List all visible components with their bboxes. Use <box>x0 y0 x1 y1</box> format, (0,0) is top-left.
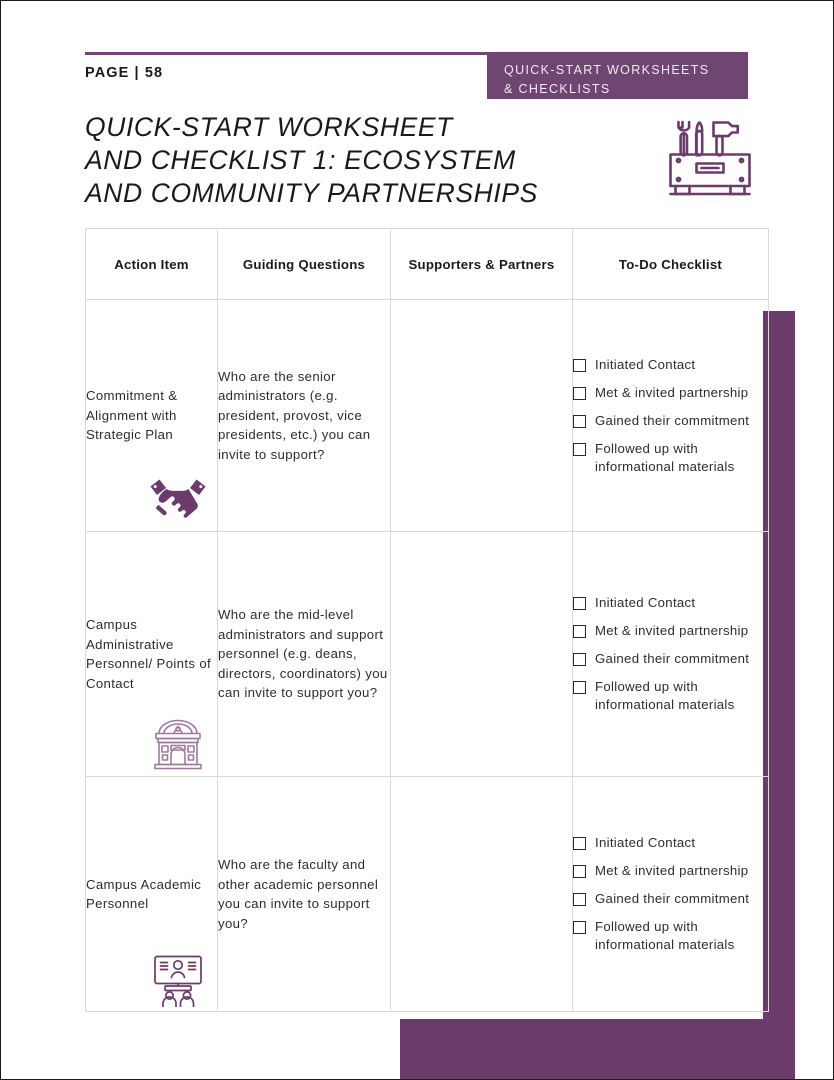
action-item-text: Commitment & Alignment with Strategic Plan <box>86 388 178 443</box>
column-header-guiding-questions: Guiding Questions <box>218 229 391 300</box>
checklist-item[interactable] <box>573 890 768 908</box>
checklist-item-label: Initiated Contact <box>595 595 696 610</box>
checkbox-icon[interactable] <box>573 837 586 850</box>
column-header-todo-checklist: To-Do Checklist <box>573 229 769 300</box>
checklist-item[interactable] <box>573 918 768 954</box>
section-badge <box>487 54 748 99</box>
cell-action-item <box>86 532 218 777</box>
checkbox-icon[interactable] <box>573 893 586 906</box>
worksheet-table <box>85 228 769 1012</box>
checklist-item[interactable] <box>573 862 768 880</box>
checklist-item-label: Followed up with informational materials <box>595 679 735 712</box>
accent-block-bottom <box>400 1019 795 1080</box>
page-title-line-3: AND COMMUNITY PARTNERSHIPS <box>85 178 538 208</box>
checklist-item[interactable] <box>573 356 768 374</box>
checkbox-icon[interactable] <box>573 443 586 456</box>
cell-guiding-question: Who are the mid-level administrators and support personnel (e.g. deans, directors, coordinators) you can invite to support you? <box>218 532 391 777</box>
cell-action-item <box>86 777 218 1012</box>
table-row <box>86 300 769 532</box>
checklist-item-label: Followed up with informational materials <box>595 919 735 952</box>
page-title <box>85 111 645 210</box>
toolbox-icon <box>661 109 761 209</box>
cell-supporters-partners[interactable] <box>391 777 573 1012</box>
checklist-item-label: Met & invited partnership <box>595 863 749 878</box>
cell-supporters-partners[interactable] <box>391 532 573 777</box>
checklist <box>573 356 768 476</box>
checklist-item-label: Met & invited partnership <box>595 623 749 638</box>
page-title-line-2: AND CHECKLIST 1: ECOSYSTEM <box>85 145 516 175</box>
column-header-supporters-partners: Supporters & Partners <box>391 229 573 300</box>
checklist-item-label: Initiated Contact <box>595 356 696 372</box>
checklist-item-label: Initiated Contact <box>595 835 696 850</box>
checklist-item-label: Met & invited partnership <box>595 384 749 400</box>
checklist-item[interactable] <box>573 650 768 668</box>
column-header-action-item: Action Item <box>86 229 218 300</box>
checkbox-icon[interactable] <box>573 625 586 638</box>
checklist-item-label: Gained their commitment <box>595 412 750 428</box>
checkbox-icon[interactable] <box>573 597 586 610</box>
cell-todo-checklist <box>573 777 769 1012</box>
checkbox-icon[interactable] <box>573 865 586 878</box>
checkbox-icon[interactable] <box>573 653 586 666</box>
checklist-item-label: Gained their commitment <box>595 651 750 666</box>
checklist-item[interactable] <box>573 440 768 476</box>
checklist <box>573 594 768 714</box>
cell-supporters-partners[interactable] <box>391 300 573 532</box>
checklist-item-label: Gained their commitment <box>595 891 750 906</box>
checkbox-icon[interactable] <box>573 415 586 428</box>
cell-todo-checklist <box>573 300 769 532</box>
handshake-icon <box>147 473 209 527</box>
action-item-text: Campus Academic Personnel <box>86 876 202 911</box>
checklist-item[interactable] <box>573 594 768 612</box>
section-badge-line-1: QUICK-START WORKSHEETS <box>504 63 710 77</box>
table-header-row <box>86 229 769 300</box>
table-header <box>86 229 769 300</box>
campus-building-icon <box>147 718 209 772</box>
checkbox-icon[interactable] <box>573 359 586 372</box>
checkbox-icon[interactable] <box>573 921 586 934</box>
page-title-line-1: QUICK-START WORKSHEET <box>85 112 453 142</box>
checklist-item[interactable] <box>573 412 768 430</box>
checklist-item[interactable] <box>573 622 768 640</box>
cell-todo-checklist <box>573 532 769 777</box>
table-row <box>86 532 769 777</box>
checklist <box>573 834 768 954</box>
cell-action-item <box>86 300 218 532</box>
checklist-item-label: Followed up with informational materials <box>595 440 735 474</box>
table-body <box>86 300 769 1012</box>
action-item-text: Campus Administrative Personnel/ Points of Contact <box>86 617 212 691</box>
section-badge-line-2: & CHECKLISTS <box>504 81 611 96</box>
page-number-label: PAGE | 58 <box>85 65 164 81</box>
checkbox-icon[interactable] <box>573 681 586 694</box>
checklist-item[interactable] <box>573 834 768 852</box>
checklist-item[interactable] <box>573 384 768 402</box>
classroom-presentation-icon <box>147 953 209 1007</box>
cell-guiding-question: Who are the faculty and other academic personnel you can invite to support you? <box>218 777 391 1012</box>
cell-guiding-question: Who are the senior administrators (e.g. president, provost, vice presidents, etc.) you can invite to support? <box>218 300 391 532</box>
checkbox-icon[interactable] <box>573 387 586 400</box>
checklist-item[interactable] <box>573 678 768 714</box>
table-row <box>86 777 769 1012</box>
